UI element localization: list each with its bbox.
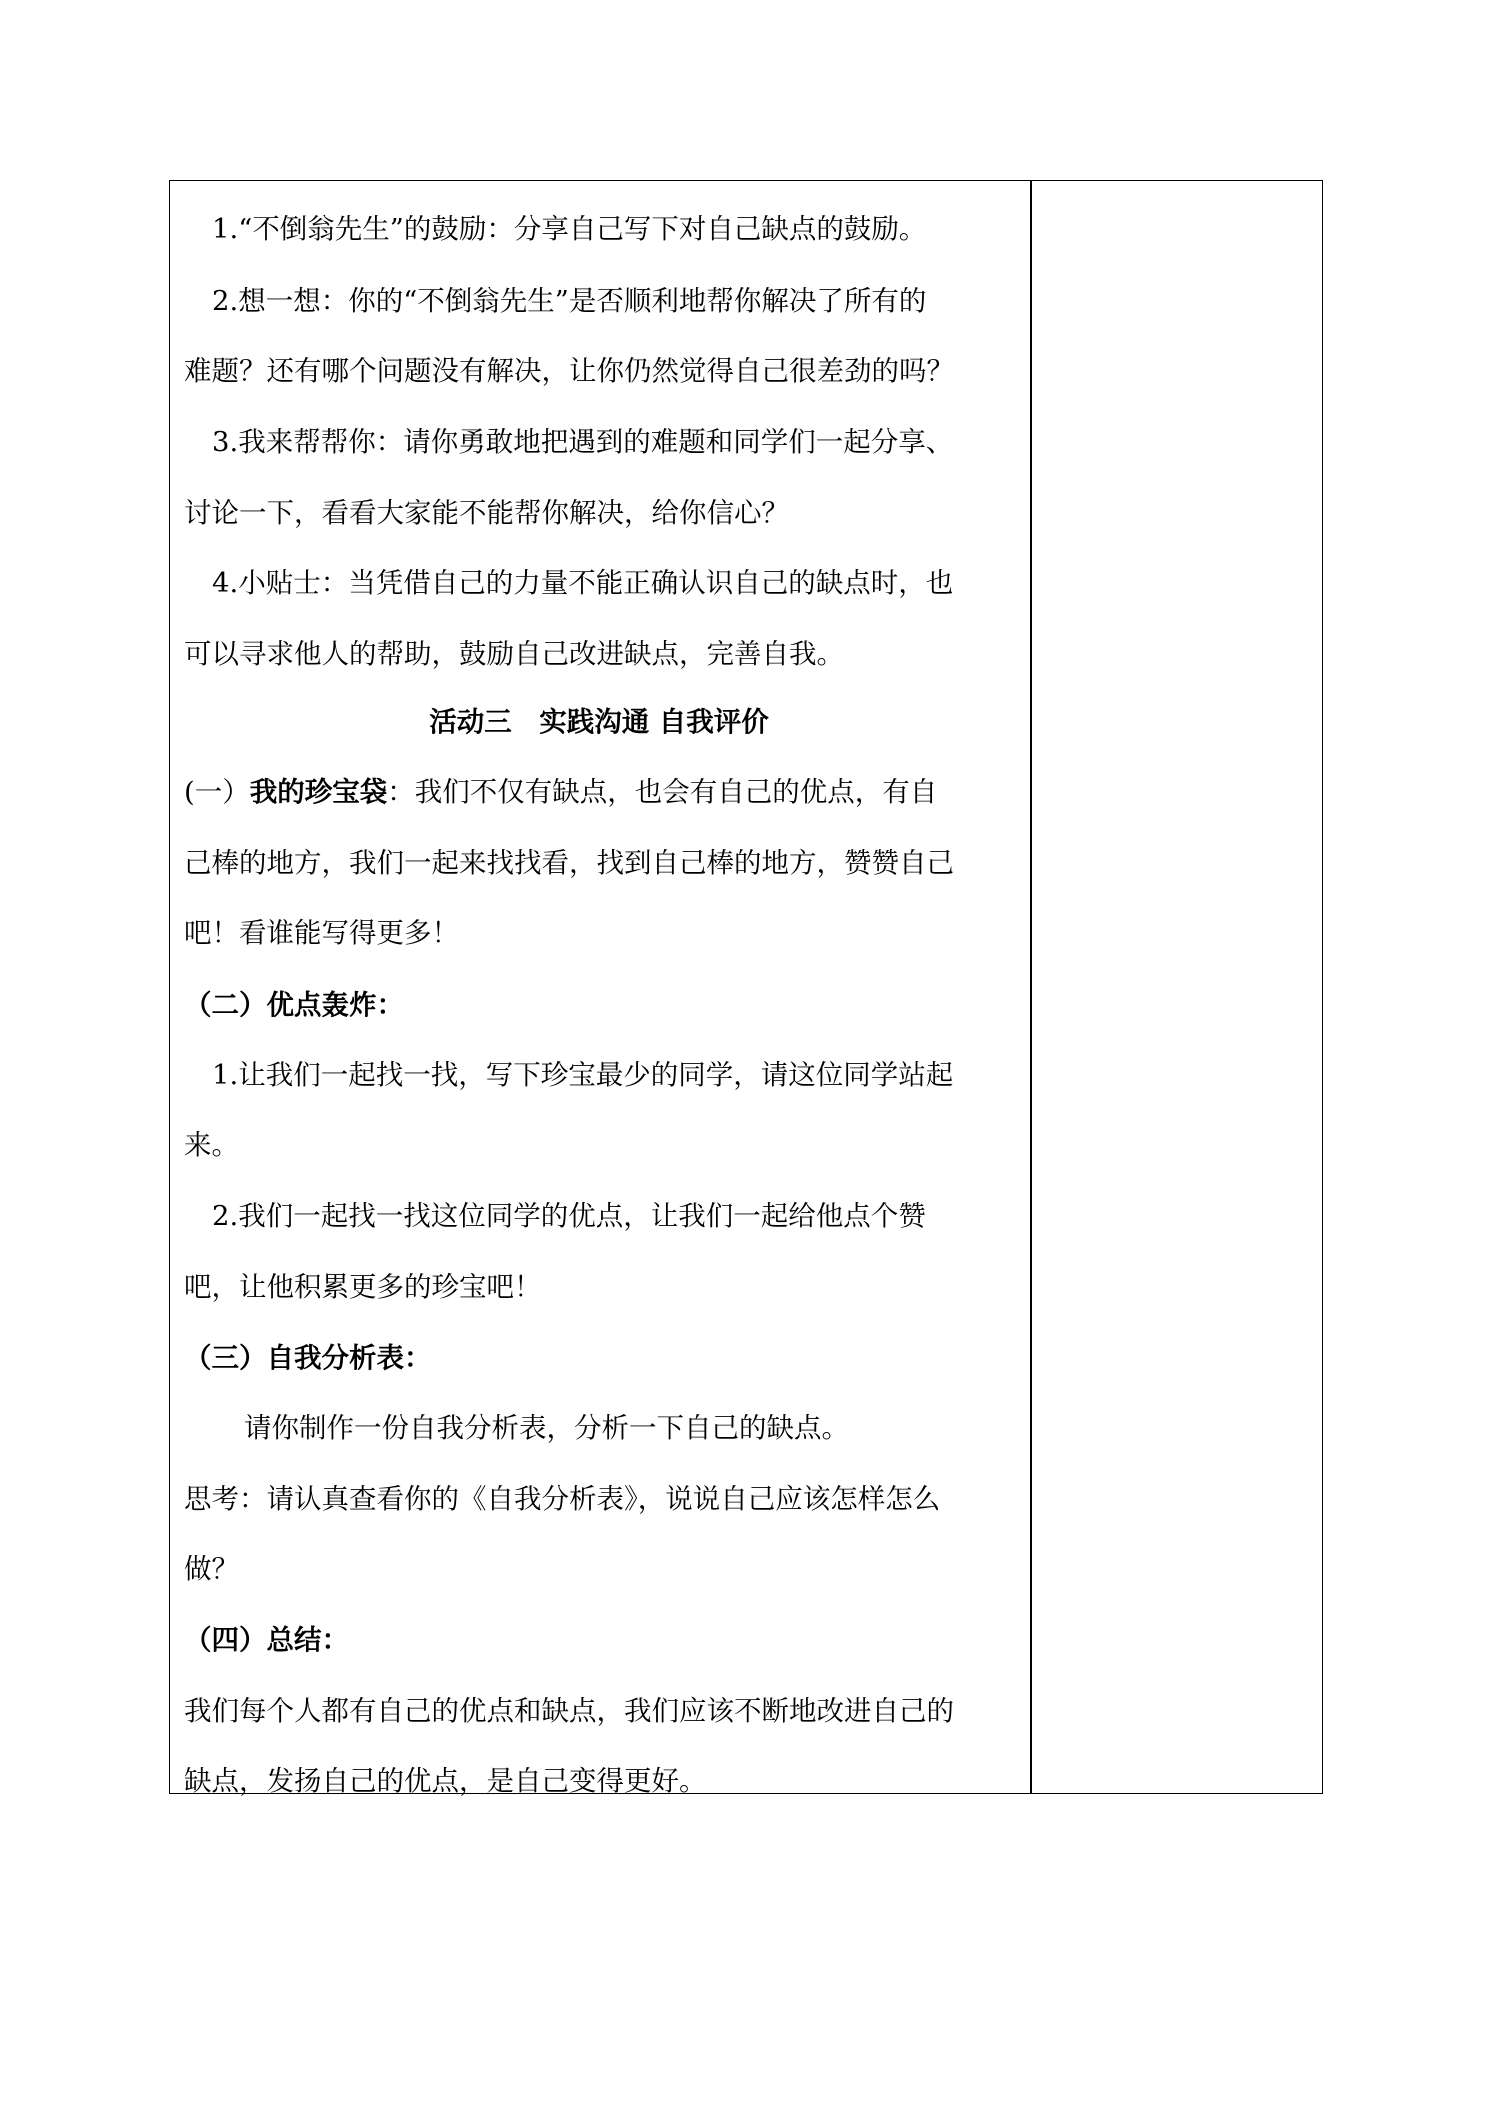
text-line: 1.让我们一起找一找，写下珍宝最少的同学，请这位同学站起 <box>212 1059 954 1091</box>
notes-cell <box>1032 181 1322 1793</box>
lesson-plan-table <box>169 180 1323 1797</box>
text-line: 请你制作一份自我分析表，分析一下自己的缺点。 <box>244 1412 849 1444</box>
text-line: 来。 <box>184 1129 239 1161</box>
text-line: 吧！看谁能写得更多！ <box>184 917 459 949</box>
text-line: 2.想一想：你的“不倒翁先生”是否顺利地帮你解决了所有的 <box>212 285 927 317</box>
text-line: 4.小贴士：当凭借自己的力量不能正确认识自己的缺点时，也 <box>212 567 954 599</box>
section-heading: 活动三 实践沟通 自我评价 <box>429 706 769 738</box>
text-line: 吧，让他积累更多的珍宝吧！ <box>184 1271 542 1303</box>
subsection-heading: （二）优点轰炸： <box>184 989 404 1021</box>
subsection-heading: （四）总结： <box>184 1624 349 1656</box>
text-line: 思考：请认真查看你的《自我分析表》，说说自己应该怎样怎么 <box>184 1483 941 1515</box>
subsection-heading: （三）自我分析表： <box>184 1342 432 1374</box>
text-line: 2.我们一起找一找这位同学的优点，让我们一起给他点个赞 <box>212 1200 926 1232</box>
section-title: 我的珍宝袋 <box>249 776 388 808</box>
section-text: ：我们不仅有缺点，也会有自己的优点，有自 <box>387 776 938 808</box>
text-line: 可以寻求他人的帮助，鼓励自己改进缺点，完善自我。 <box>184 638 844 670</box>
text-line: 讨论一下，看看大家能不能帮你解决，给你信心？ <box>184 497 789 529</box>
text-line: 3.我来帮帮你：请你勇敢地把遇到的难题和同学们一起分享、 <box>212 426 954 458</box>
text-line: 我们每个人都有自己的优点和缺点，我们应该不断地改进自己的 <box>184 1695 954 1727</box>
text-line: 做？ <box>184 1553 239 1585</box>
text-line <box>184 774 937 810</box>
text-line: 缺点，发扬自己的优点，是自己变得更好。 <box>184 1765 707 1797</box>
section-number: (一） <box>184 776 250 808</box>
text-line: 1.“不倒翁先生”的鼓励：分享自己写下对自己缺点的鼓励。 <box>212 213 927 245</box>
text-line: 己棒的地方，我们一起来找找看，找到自己棒的地方，赞赞自己 <box>184 847 954 879</box>
text-line: 难题？还有哪个问题没有解决，让你仍然觉得自己很差劲的吗？ <box>184 355 954 387</box>
